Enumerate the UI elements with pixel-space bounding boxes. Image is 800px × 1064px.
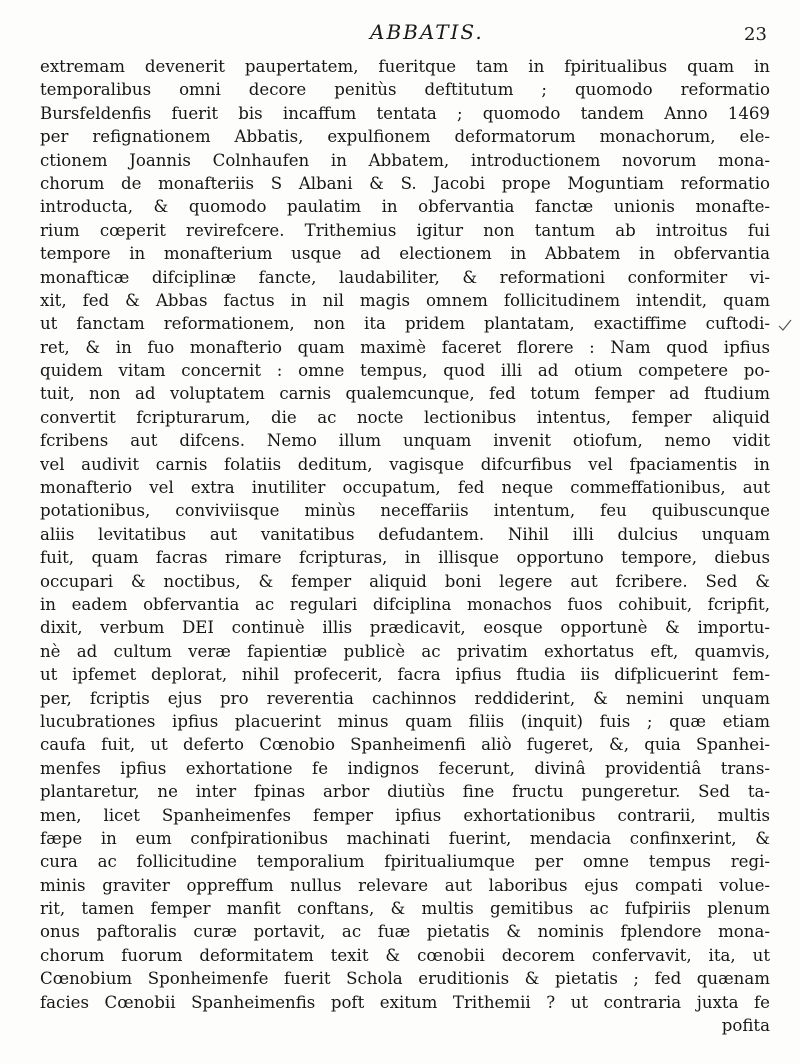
text-line: ut fanctam reformationem, non ita pridem plantatam, exactiffime cuftodi- <box>40 314 770 334</box>
running-title: ABBATIS. <box>370 20 484 44</box>
text-line: nè ad cultum veræ fapientiæ publicè ac privatim exhortatus eft, quamvis, <box>40 641 770 661</box>
running-head <box>0 20 800 50</box>
text-line: vel audivit carnis folatiis deditum, vagisque difcurfibus vel fpaciamentis in <box>40 454 770 474</box>
text-line: rit, tamen femper manfit conftans, & multis gemitibus ac fufpiriis plenum <box>40 899 770 919</box>
text-line: xit, fed & Abbas factus in nil magis omnem follicitudinem intendit, quam <box>40 290 770 310</box>
text-line: in eadem obfervantia ac regulari difciplina monachos fuos cohibuit, fcripfit, <box>40 594 770 614</box>
text-line: rium cœperit revirefcere. Trithemius igitur non tantum ab introitus fui <box>40 220 770 240</box>
text-line: ctionem Joannis Colnhaufen in Abbatem, introductionem novorum mona- <box>40 150 770 170</box>
text-line: monafticæ difciplinæ fancte, laudabiliter, & reformationi conformiter vi- <box>40 267 770 287</box>
text-line: tempore in monafterium usque ad electionem in Abbatem in obfervantia <box>40 244 770 264</box>
text-line: fæpe in eum confpirationibus machinati fuerint, mendacia confinxerint, & <box>40 828 770 848</box>
text-line: cura ac follicitudine temporalium fpiritualiumque per omne tempus regi- <box>40 852 770 872</box>
text-line: potationibus, conviviisque minùs neceffariis intentum, feu quibuscunque <box>40 501 770 521</box>
text-line: Cœnobium Sponheimenfe fuerit Schola eruditionis & pietatis ; fed quænam <box>40 969 770 989</box>
text-line: aliis levitatibus aut vanitatibus defudantem. Nihil illi dulcius unquam <box>40 524 770 544</box>
text-line: tuit, non ad voluptatem carnis qualemcunque, fed totum femper ad ftudium <box>40 384 770 404</box>
text-line: minis graviter oppreffum nullus relevare aut laboribus ejus compati volue- <box>40 875 770 895</box>
text-line: ut ipfemet deplorat, nihil profecerit, facra ipfius ftudia iis difplicuerint fem- <box>40 665 770 685</box>
text-line: pofita <box>721 1016 770 1036</box>
text-line: dixit, verbum DEI continuè illis prædicavit, eosque opportunè & importu- <box>40 618 770 638</box>
text-line: men, licet Spanheimenfes femper ipfius exhortationibus contrarii, multis <box>40 805 770 825</box>
text-line: fuit, quam facras rimare fcripturas, in illisque opportuno tempore, diebus <box>40 548 770 568</box>
text-line: per, fcriptis ejus pro reverentia cachinnos reddiderint, & nemini unquam <box>40 688 770 708</box>
text-line: caufa fuit, ut deferto Cœnobio Spanheimenfi aliò fugeret, &, quia Spanhei- <box>40 735 770 755</box>
text-line: ret, & in fuo monafterio quam maximè faceret florere : Nam quod ipfius <box>40 337 770 357</box>
text-line: onus paftoralis curæ portavit, ac fuæ pietatis & nominis fplendore mona- <box>40 922 770 942</box>
text-line: occupari & noctibus, & femper aliquid boni legere aut fcribere. Sed & <box>40 571 770 591</box>
text-line: fcribens aut difcens. Nemo illum unquam invenit otiofum, nemo vidit <box>40 431 770 451</box>
text-line: temporalibus omni decore penitùs deftitutum ; quomodo reformatio <box>40 80 770 100</box>
text-line: convertit fcripturarum, die ac nocte lectionibus intentus, femper aliquid <box>40 407 770 427</box>
text-line: monafterio vel extra inutiliter occupatum, fed neque commeffationibus, aut <box>40 478 770 498</box>
margin-check-mark-icon <box>778 318 792 332</box>
text-line: chorum de monafteriis S Albani & S. Jacobi prope Moguntiam reformatio <box>40 173 770 193</box>
body-text <box>40 55 770 1037</box>
text-line: plantaretur, ne inter fpinas arbor diutiùs fine fructu pungeretur. Sed ta- <box>40 782 770 802</box>
text-line: per refignationem Abbatis, expulfionem deformatorum monachorum, ele- <box>40 127 770 147</box>
text-line: chorum fuorum deformitatem texit & cœnobii decorem confervavit, ita, ut <box>40 945 770 965</box>
text-line: lucubrationes ipfius placuerint minus quam filiis (inquit) fuis ; quæ etiam <box>40 711 770 731</box>
page-number: 23 <box>744 24 767 45</box>
text-line: introducta, & quomodo paulatim in obfervantia fanctæ unionis monafte- <box>40 197 770 217</box>
text-line: Bursfeldenfis fuerit bis incaffum tentata ; quomodo tandem Anno 1469 <box>40 103 770 123</box>
text-line: facies Cœnobii Spanheimenfis poft exitum Trithemii ? ut contraria juxta fe <box>40 992 770 1012</box>
text-line: quidem vitam concernit : omne tempus, quod illi ad otium competere po- <box>40 361 770 381</box>
text-line: menfes ipfius exhortatione fe indignos fecerunt, divinâ providentiâ trans- <box>40 758 770 778</box>
text-line: extremam devenerit paupertatem, fueritque tam in fpiritualibus quam in <box>40 57 770 76</box>
